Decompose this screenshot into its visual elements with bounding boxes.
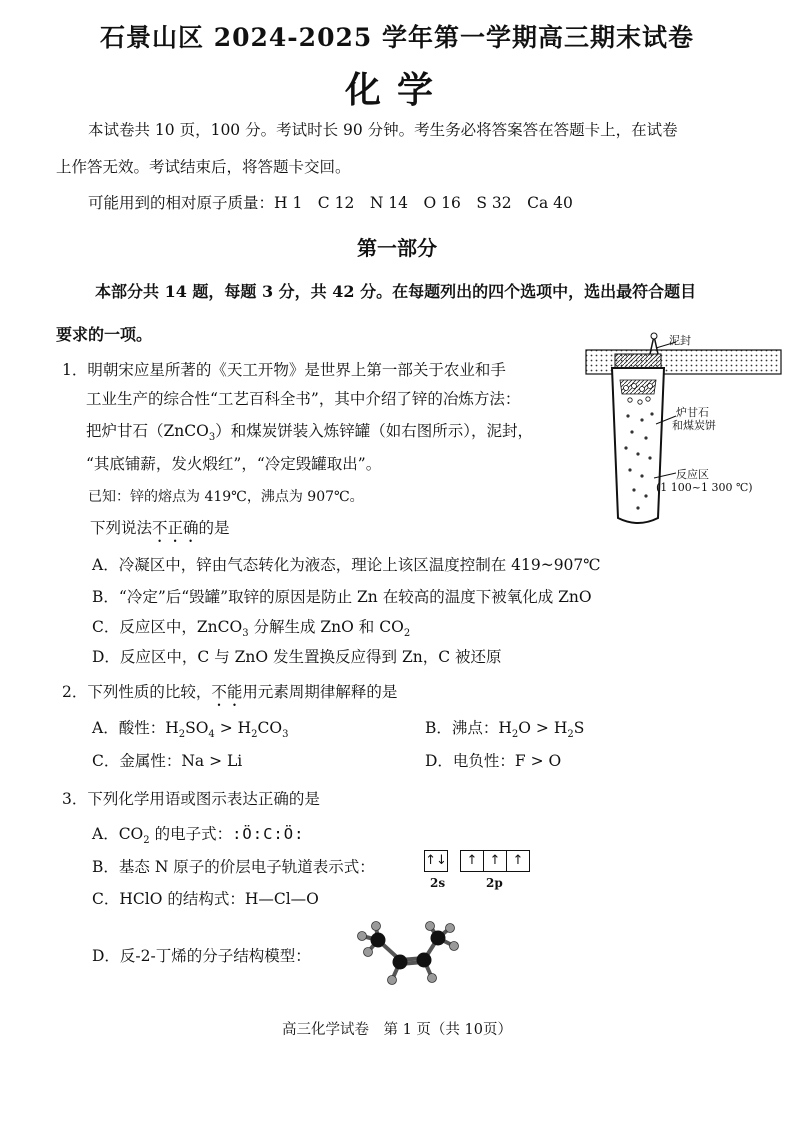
q3-option-b: B．基态 N 原子的价层电子轨道表示式： (92, 858, 375, 876)
molecule-model (350, 918, 460, 998)
q1-line-1: 1．明朝宋应星所著的《天工开物》是世界上第一部关于农业和手 (62, 361, 506, 379)
q1-option-a: A．冷凝区中，锌由气态转化为液态，理论上该区温度控制在 419~907℃ (92, 556, 601, 574)
q2-option-b: B．沸点：$H_2O > H_2S$ (425, 719, 585, 741)
trans-2-butene-model (350, 918, 460, 998)
intro-line-1: 本试卷共 10 页，100 分。考试时长 90 分钟。考生务必将答案答在答题卡上，在试卷 (88, 121, 678, 139)
crucible-figure (584, 328, 784, 528)
label-zone-1: 反应区 (676, 468, 709, 481)
q1-note: 已知：锌的熔点为 419℃，沸点为 907℃。 (88, 489, 364, 505)
label-zone-2: (1 100~1 300 ℃) (656, 481, 753, 494)
part1-desc-line-1: 本部分共 14 题，每题 3 分，共 42 分。在每题列出的四个选项中，选出最符合题目 (95, 282, 697, 301)
label-2s: 2s (430, 876, 446, 890)
q2-option-d: D．电负性：F > O (425, 752, 562, 770)
page-footer: 高三化学试卷 第 1 页（共 10页） (281, 1022, 512, 1038)
orbital-2s: ↑↓ (424, 850, 448, 872)
part1-desc-line-2: 要求的一项。 (56, 325, 153, 344)
condenser-zone (615, 354, 661, 368)
orbital-2p-3: ↑ (506, 850, 530, 872)
subject-title: 化学 (344, 69, 449, 111)
q1-stem: 下列说法不正确的是 (90, 519, 230, 537)
q1-line-4: “其底铺薪，发火煅红”，“冷定毁罐取出”。 (86, 455, 382, 473)
orbital-2p-1: ↑ (460, 850, 484, 872)
q1-option-b: B．“冷定”后“毁罐”取锌的原因是防止 Zn 在较高的温度下被氧化成 ZnO (92, 588, 592, 606)
intro-line-2: 上作答无效。考试结束后，将答题卡交回。 (56, 158, 351, 176)
q1-line-3: 把炉甘石（ZnCO$_3$）和煤炭饼装入炼锌罐（如右图所示），泥封， (86, 422, 533, 444)
q3-option-d: D．反-2-丁烯的分子结构模型： (92, 947, 311, 965)
q2-stem: 2．下列性质的比较，不能用元素周期律解释的是 (62, 683, 398, 701)
q2-option-c: C．金属性：Na > Li (92, 752, 243, 770)
label-seal: 泥封 (669, 334, 691, 347)
label-2p: 2p (486, 876, 503, 890)
q2-option-a: A．酸性：$H_2SO_4 > H_2CO_3$ (92, 719, 289, 741)
q3-option-c: C．HClO 的结构式：H—Cl—O (92, 890, 319, 908)
exam-title: 石景山区 2024-2025 学年第一学期高三期末试卷 (100, 23, 694, 52)
q1-option-c: C．反应区中，ZnCO$_3$ 分解生成 ZnO 和 $CO_2$ (92, 618, 411, 640)
co2-electron-formula: :Ö:C:Ö: (232, 825, 305, 843)
label-ore-1: 炉甘石 (676, 406, 709, 419)
q1-line-2: 工业生产的综合性“工艺百科全书”，其中介绍了锌的冶炼方法： (86, 390, 521, 408)
q1-option-d: D．反应区中，C 与 ZnO 发生置换反应得到 Zn，C 被还原 (92, 648, 502, 666)
q3-stem: 3．下列化学用语或图示表达正确的是 (62, 790, 320, 808)
label-ore-2: 和煤炭饼 (672, 419, 716, 432)
orbital-2p-2: ↑ (483, 850, 507, 872)
orbital-diagram (424, 850, 554, 895)
atomic-masses: 可能用到的相对原子质量：H 1 C 12 N 14 O 16 S 32 Ca 40 (88, 194, 573, 212)
q3-option-a: A．$CO_2$ 的电子式：:Ö:C:Ö: (92, 825, 305, 847)
part1-title: 第一部分 (357, 236, 437, 260)
